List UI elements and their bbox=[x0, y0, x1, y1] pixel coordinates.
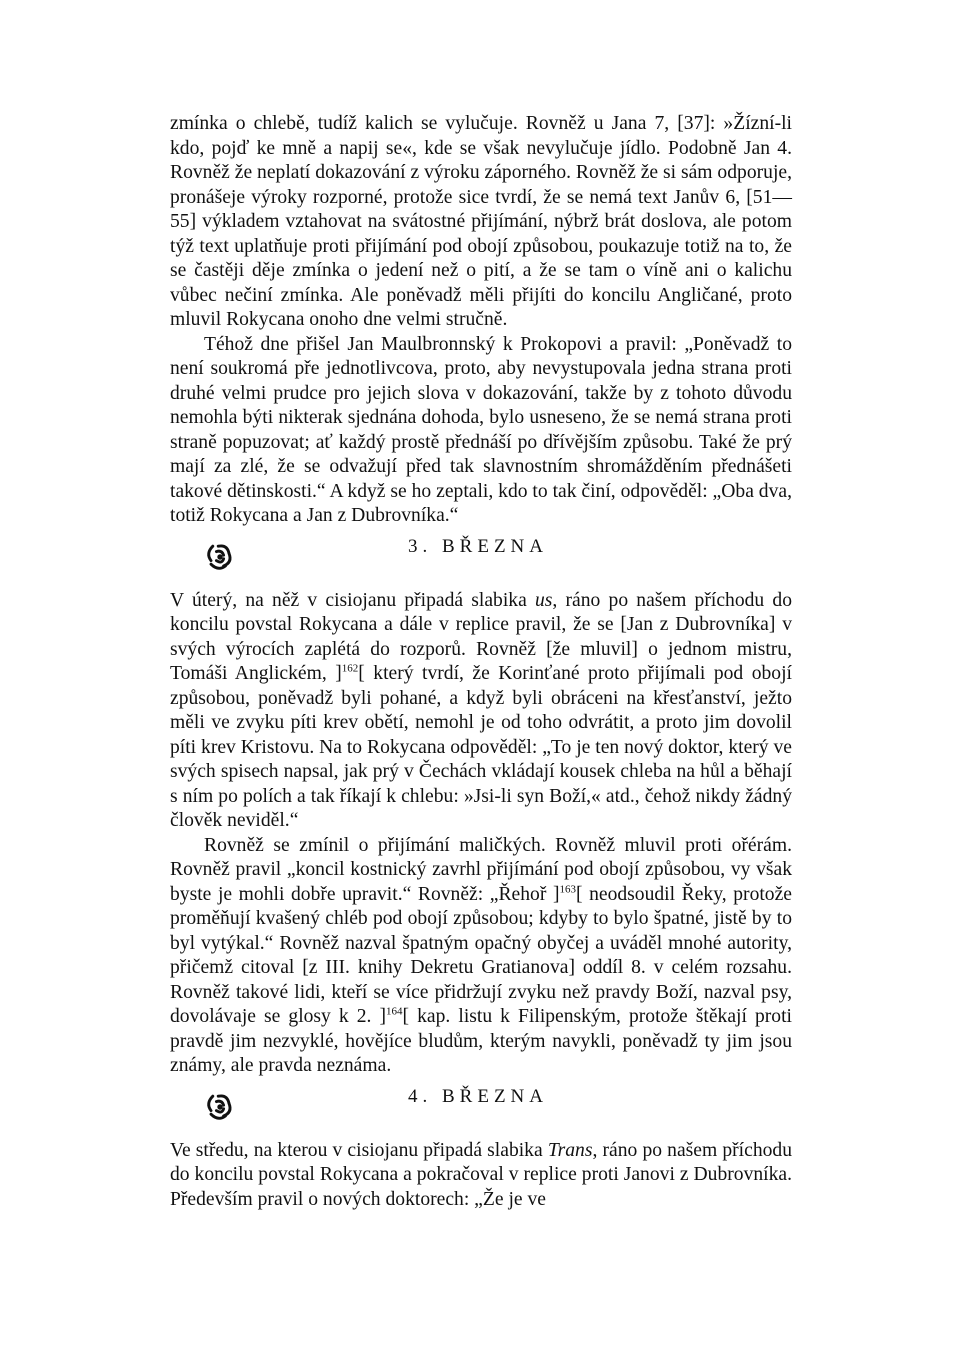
spiral-flower-icon bbox=[202, 539, 238, 575]
section-heading bbox=[170, 533, 792, 581]
paragraph: Rovněž se zmínil o přijímání maličkých. Rovněž mluvil proti ořérám. Rovněž pravil „koncil kostnický zavrhl přijímání pod obojí způsobou, vy však byste je mohli dobře upravit.“ Rovněž: „Řehoř ]$^{163}$[ neodsoudil Řeky, protože proměňují kvašený chléb pod obojí způsobou; kdyby to bylo špatné, jistě by to byl vytýkal.“ Rovněž nazval špatným opačný obyčej a uváděl mnohé autority, přičemž citoval [z III. knihy Dekretu Gratianova] oddíl 8. v celém rozsahu. Rovněž takové lidi, kteří se více přidržují zvyku než pravdy Boží, nazval psy, dovolávaje se glosy k 2. ]$^{164}$[ kap. listu k Filipenským, protože štěkají proti pravdě jim nezvyklé, hovějíce bludům, kterým navykli, poněvadž ty jim jsou známy, ale pravda neznáma. bbox=[170, 834, 792, 1076]
section-title: 4. BŘEZNA bbox=[408, 1085, 548, 1107]
footnote-marker: 162 bbox=[341, 662, 359, 675]
footnote-marker: 163 bbox=[559, 882, 576, 895]
section-heading bbox=[170, 1083, 792, 1131]
section-title: 3. BŘEZNA bbox=[408, 535, 548, 557]
paragraph: zmínka o chlebě, tudíž kalich se vylučuje. Rovněž u Jana 7, [37]: »Žízní-li kdo, pojď ke mně a napij se«, kde se však nevylučuje jídlo. Podobně Jan 4. Rovněž že neplatí dokazování z výroku záporného. Rovněž že si sám odporuje, pronášeje výroky rozporné, protože sice tvrdí, že se nemá text Janův 6, [51—55] výkladem vztahovat na svátostné přijímání, nýbrž brát doslova, ale potom týž text uplatňuje proti přijímání pod obojí způsobou, poukazuje totiž na to, že se častěji děje zmínka o jedení než o pití, a že se tam o víně ani o kalichu vůbec nečiní zmínka. Ale poněvadž měli přijíti do koncilu Angličané, proto mluvil Rokycana onoho dne velmi stručně. bbox=[170, 113, 792, 330]
document-page bbox=[170, 112, 792, 1212]
paragraph: V úterý, na něž v cisiojanu připadá slabika us, ráno po našem příchodu do koncilu povstal Rokycana a dále v replice pravil, že se [Jan z Dubrovníka] v svých výrocích zaplétá do rozporů. Rovněž [že mluvil] o jednom mistru, Tomáši Anglickém, ]$^{162}$[ který tvrdí, že Korinťané proto přijímali pod obojí způsobou, poněvadž byli pohané, a když byli obráceni na křesťanství, ježto měli ve zvyku píti krev obětí, nemohl je od toho odvrátit, a proto jim dovolil píti krev Kristovu. Na to Rokycana odpověděl: „To je ten nový doktor, který ve svých spisech napsal, jak prý v Čechách vkládají kousek chleba na hůl a běhají s ním po polích a tak říkají k chlebu: »Jsi-li syn Boží,« atd., čehož nikdy žádný člověk neviděl.“ bbox=[170, 589, 792, 831]
paragraph: Ve středu, na kterou v cisiojanu připadá slabika Trans, ráno po našem příchodu do koncilu povstal Rokycana a pokračoval v replice proti Janovi z Dubrovníka. Především pravil o nových doktorech: „Že je ve bbox=[170, 1139, 793, 1210]
footnote-marker: 164 bbox=[386, 1005, 403, 1018]
paragraph: Téhož dne přišel Jan Maulbronnský k Prokopovi a pravil: „Poněvadž to není soukromá pře jednotlivcova, proto, aby nevystupovala jedna strana proti druhé velmi prudce pro jejich slova v dokazování, takže by z tohoto důvodu nemohla býti nikterak sjednána dohoda, bylo usneseno, že se nemá strana proti straně popuzovat; ať každý prostě přednáší po dřívějším způsobu. Také že prý mají za zlé, že se odvažují před tak slavnostním shromážděním přednášeti takové dětinskosti.“ A když se ho zeptali, kdo to tak činí, odpověděl: „Oba dva, totiž Rokycana a Jan z Dubrovníka.“ bbox=[170, 333, 792, 526]
spiral-flower-icon bbox=[202, 1089, 238, 1125]
